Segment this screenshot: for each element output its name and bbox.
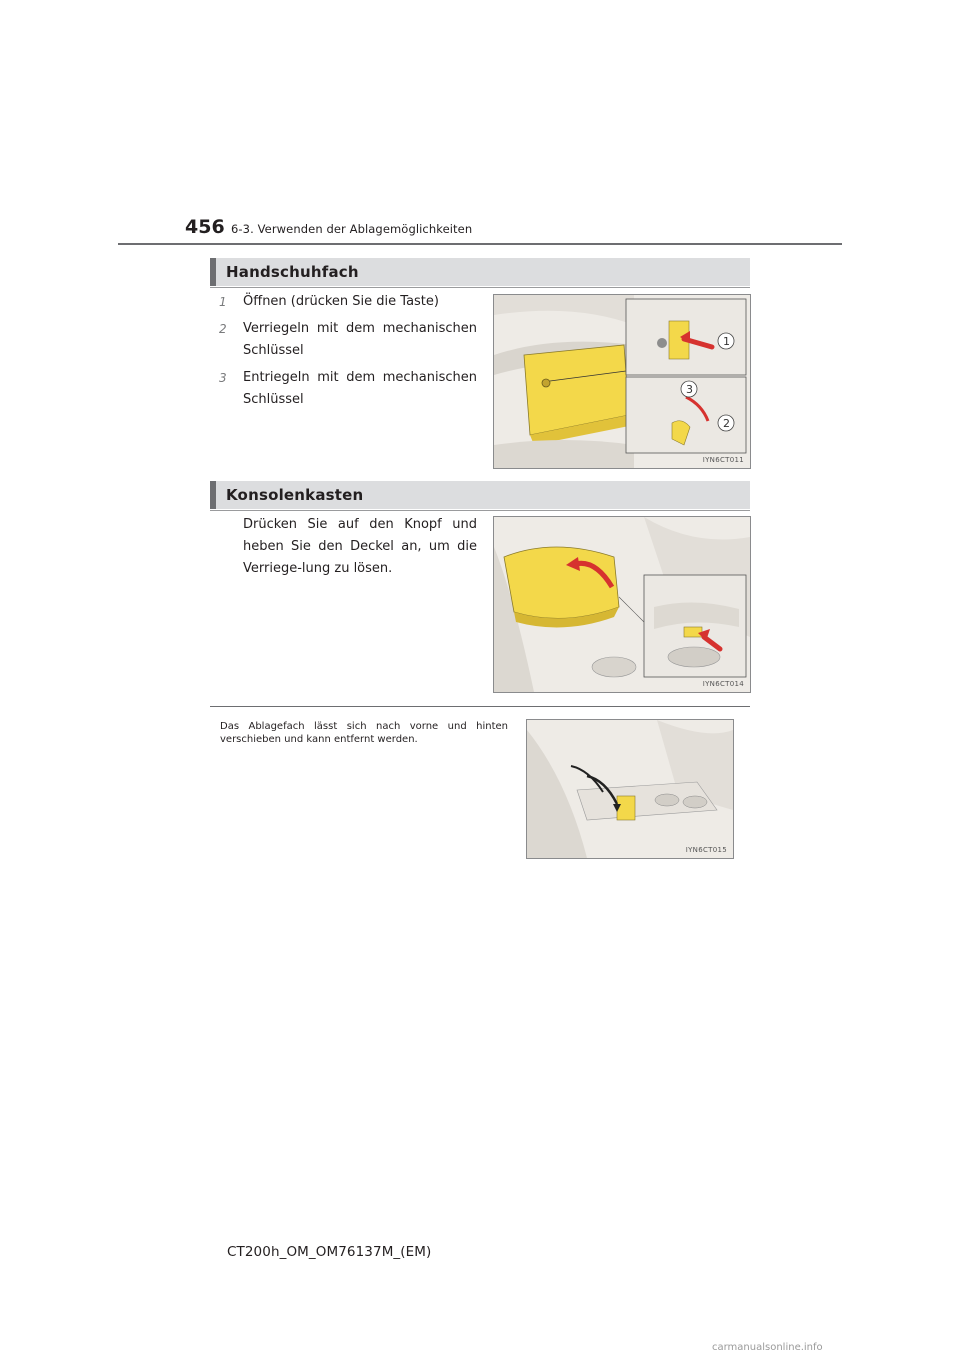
- step-2: [219, 318, 477, 364]
- step-3: [219, 367, 477, 413]
- watermark: carmanualsonline.info: [712, 1342, 823, 1353]
- callout-1: 1: [723, 335, 730, 348]
- step-number: 2: [219, 322, 227, 336]
- page-number: 456: [185, 216, 225, 238]
- figure-code: IYN6CT011: [702, 456, 744, 464]
- storage-note: Das Ablagefach lässt sich nach vorne und hinten verschieben und kann entfernt werden.: [220, 721, 508, 745]
- step-text: Verriegeln mit dem mechanischen Schlüssel: [243, 321, 477, 358]
- step-1: [219, 291, 477, 315]
- step-number: 1: [219, 295, 227, 309]
- section-underline: [210, 510, 750, 511]
- tray-drawing: [527, 720, 733, 858]
- glovebox-illustration: [493, 294, 751, 469]
- section-header-console: [210, 481, 750, 509]
- step-text: Öffnen (drücken Sie die Taste): [243, 294, 439, 309]
- header-rule: [118, 243, 842, 245]
- section-header-glovebox: [210, 258, 750, 286]
- glovebox-drawing: [494, 295, 750, 468]
- callout-2: 2: [723, 417, 730, 430]
- console-drawing: [494, 517, 750, 692]
- section-accent: [210, 258, 216, 286]
- step-number: 3: [219, 371, 227, 385]
- figure-code: IYN6CT014: [702, 680, 744, 688]
- console-illustration: [493, 516, 751, 693]
- console-instruction: Drücken Sie auf den Knopf und heben Sie den Deckel an, um die Verriege-lung zu lösen.: [243, 517, 477, 576]
- step-text: Entriegeln mit dem mechanischen Schlüssel: [243, 370, 477, 407]
- document-code: CT200h_OM_OM76137M_(EM): [227, 1244, 432, 1260]
- section-title: Konsolenkasten: [226, 486, 364, 504]
- section-accent: [210, 481, 216, 509]
- section-underline: [210, 287, 750, 288]
- section-title: Handschuhfach: [226, 263, 359, 281]
- callout-3: 3: [686, 383, 693, 396]
- tray-illustration: [526, 719, 734, 859]
- figure-code: IYN6CT015: [685, 846, 727, 854]
- section-divider: [210, 706, 750, 707]
- chapter-title: 6-3. Verwenden der Ablagemöglichkeiten: [231, 222, 473, 236]
